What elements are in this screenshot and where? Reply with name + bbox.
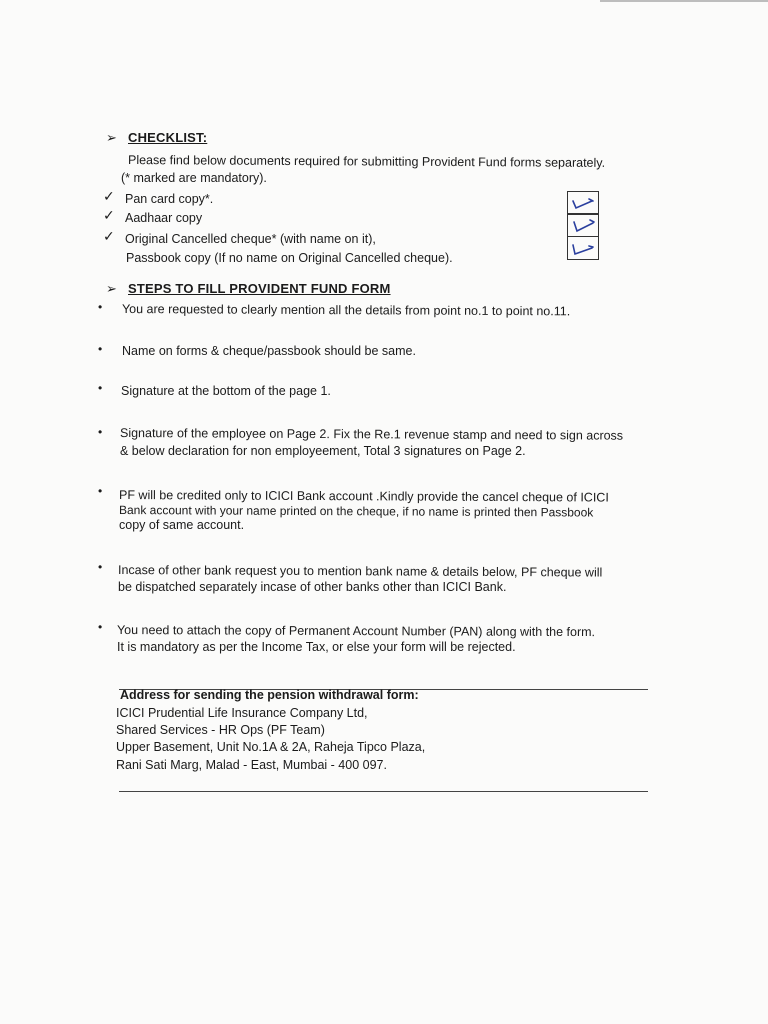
checklist-intro-line1: Please find below documents required for submitting Provident Fund forms separately. (127, 153, 606, 170)
step-point-4-line2: & below declaration for non employeement, Total 3 signatures on Page 2. (120, 444, 526, 458)
handwritten-tick-icon (570, 216, 596, 234)
tick-box[interactable] (567, 236, 599, 260)
checklist-item-cheque: Original Cancelled cheque* (with name on it), (125, 232, 376, 246)
tick-box[interactable] (567, 213, 599, 237)
step-point-7-line2: It is mandatory as per the Income Tax, or else your form will be rejected. (117, 640, 516, 654)
bullet-icon: • (98, 381, 103, 395)
step-point-3: Signature at the bottom of the page 1. (121, 384, 331, 398)
checklist-heading-text: CHECKLIST: (128, 130, 208, 145)
bullet-icon: • (98, 425, 103, 439)
steps-heading-text: STEPS TO FILL PROVIDENT FUND FORM (128, 281, 391, 296)
bullet-icon: • (98, 342, 103, 356)
address-line-1: ICICI Prudential Life Insurance Company Ltd, (116, 706, 368, 720)
handwritten-tick-icon (570, 194, 596, 212)
handwritten-tick-icon (570, 239, 596, 257)
bullet-icon: • (98, 484, 103, 498)
step-point-5-line3: copy of same account. (119, 518, 245, 532)
check-mark-icon: ✓ (103, 188, 115, 204)
address-bottom-rule (119, 791, 648, 792)
address-title: Address for sending the pension withdrawal form: (120, 688, 419, 702)
tick-boxes (567, 192, 599, 260)
checklist-item-passbook: Passbook copy (If no name on Original Cancelled cheque). (126, 251, 453, 265)
step-point-6-line2: be dispatched separately incase of other banks other than ICICI Bank. (118, 580, 507, 594)
checklist-intro-line2: (* marked are mandatory). (121, 171, 267, 185)
bullet-icon: • (98, 300, 103, 314)
step-point-1: You are requested to clearly mention all the details from point no.1 to point no.11. (121, 302, 571, 319)
check-mark-icon: ✓ (103, 207, 115, 223)
address-line-4: Rani Sati Marg, Malad - East, Mumbai - 400 097. (116, 758, 387, 772)
checklist-item-pan: Pan card copy*. (125, 192, 214, 206)
page-edge-line (600, 0, 768, 2)
arrow-bullet-icon: ➢ (106, 281, 118, 296)
checklist-item-aadhaar: Aadhaar copy (125, 211, 203, 225)
step-point-4-line1: Signature of the employee on Page 2. Fix the Re.1 revenue stamp and need to sign across (119, 426, 624, 443)
step-point-5-line2: Bank account with your name printed on the cheque, if no name is printed then Passbook (118, 503, 594, 520)
address-line-2: Shared Services - HR Ops (PF Team) (116, 723, 325, 737)
steps-heading (106, 281, 391, 297)
step-point-2: Name on forms & cheque/passbook should be same. (122, 344, 416, 358)
tick-box[interactable] (567, 191, 599, 215)
step-point-7-line1: You need to attach the copy of Permanent Account Number (PAN) along with the form. (116, 623, 596, 640)
arrow-bullet-icon: ➢ (106, 130, 118, 145)
checklist-heading (106, 130, 207, 146)
check-mark-icon: ✓ (103, 228, 115, 244)
bullet-icon: • (98, 620, 103, 634)
bullet-icon: • (98, 560, 103, 574)
step-point-6-line1: Incase of other bank request you to mention bank name & details below, PF cheque will (117, 563, 603, 580)
address-line-3: Upper Basement, Unit No.1A & 2A, Raheja Tipco Plaza, (116, 740, 426, 754)
step-point-5-line1: PF will be credited only to ICICI Bank account .Kindly provide the cancel cheque of ICICI (118, 488, 609, 505)
